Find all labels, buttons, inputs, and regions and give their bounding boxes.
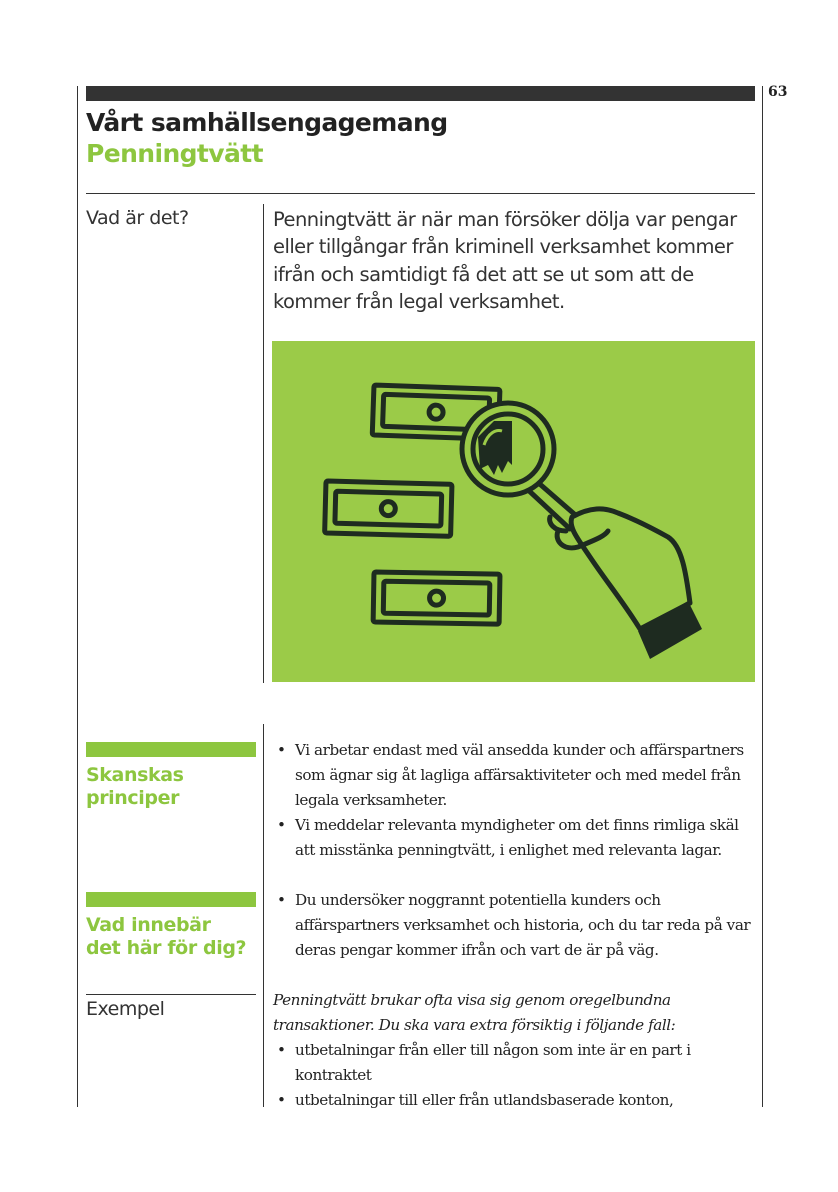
section-marker-bar xyxy=(86,742,256,757)
header-bar xyxy=(86,86,755,101)
bullet-marker: • xyxy=(277,816,286,834)
list-item xyxy=(273,1038,758,1088)
principles-list xyxy=(273,738,758,863)
list-item xyxy=(273,813,758,863)
bullet-marker: • xyxy=(277,891,286,909)
principles-heading xyxy=(86,764,184,809)
left-margin-rule xyxy=(77,86,78,1107)
meaning-list xyxy=(273,888,758,963)
illustration xyxy=(272,341,755,682)
page-number: 63 xyxy=(768,84,788,100)
column-divider xyxy=(263,724,264,1107)
meaning-heading-line: Vad innebär xyxy=(86,914,211,936)
list-item-text: Du undersöker noggrannt potentiella kunders och affärspartners verksamhet och historia, och du tar reda på var deras pengar kommer ifrån och vart de är på väg. xyxy=(295,891,751,959)
example-intro: Penningtvätt brukar ofta visa sig genom oregelbundna transaktioner. Du ska vara extra försiktig i följande fall: xyxy=(273,991,676,1034)
bullet-marker: • xyxy=(277,1091,286,1109)
list-item-text: utbetalningar från eller till någon som inte är en part i kontraktet xyxy=(295,1041,691,1084)
section-marker-bar xyxy=(86,892,256,907)
list-item-text: utbetalningar till eller från utlandsbaserade konton, xyxy=(295,1091,674,1109)
meaning-heading xyxy=(86,914,246,959)
list-item-text: Vi meddelar relevanta myndigheter om det finns rimliga skäl att misstänka penningtvätt, i enlighet med relevanta lagar. xyxy=(295,816,739,859)
example-label: Exempel xyxy=(86,998,165,1020)
magnifying-glass-over-banknotes-icon xyxy=(272,341,755,682)
example-list xyxy=(273,1038,758,1113)
principles-heading-line: principer xyxy=(86,786,180,809)
bullet-marker: • xyxy=(277,741,286,759)
example-divider xyxy=(86,994,256,995)
list-item xyxy=(273,738,758,813)
page-subtitle: Penningtvätt xyxy=(86,139,263,168)
list-item xyxy=(273,1088,758,1113)
what-is-it-label: Vad är det? xyxy=(86,207,189,229)
page-title: Vårt samhällsengagemang xyxy=(86,108,448,137)
definition-text: Penningtvätt är när man försöker dölja var pengar eller tillgångar från kriminell verksamhet kommer ifrån och samtidigt få det att se ut som att de kommer från legal verksamhet. xyxy=(273,208,737,313)
meaning-heading-line: det här för dig? xyxy=(86,936,247,959)
principles-heading-line: Skanskas xyxy=(86,764,184,786)
bullet-marker: • xyxy=(277,1041,286,1059)
list-item xyxy=(273,888,758,963)
list-item-text: Vi arbetar endast med väl ansedda kunder och affärspartners som ägnar sig åt lagliga affärsaktiviteter och med medel från legala verksamheter. xyxy=(295,741,744,809)
header-divider xyxy=(86,193,755,194)
column-divider xyxy=(263,204,264,683)
